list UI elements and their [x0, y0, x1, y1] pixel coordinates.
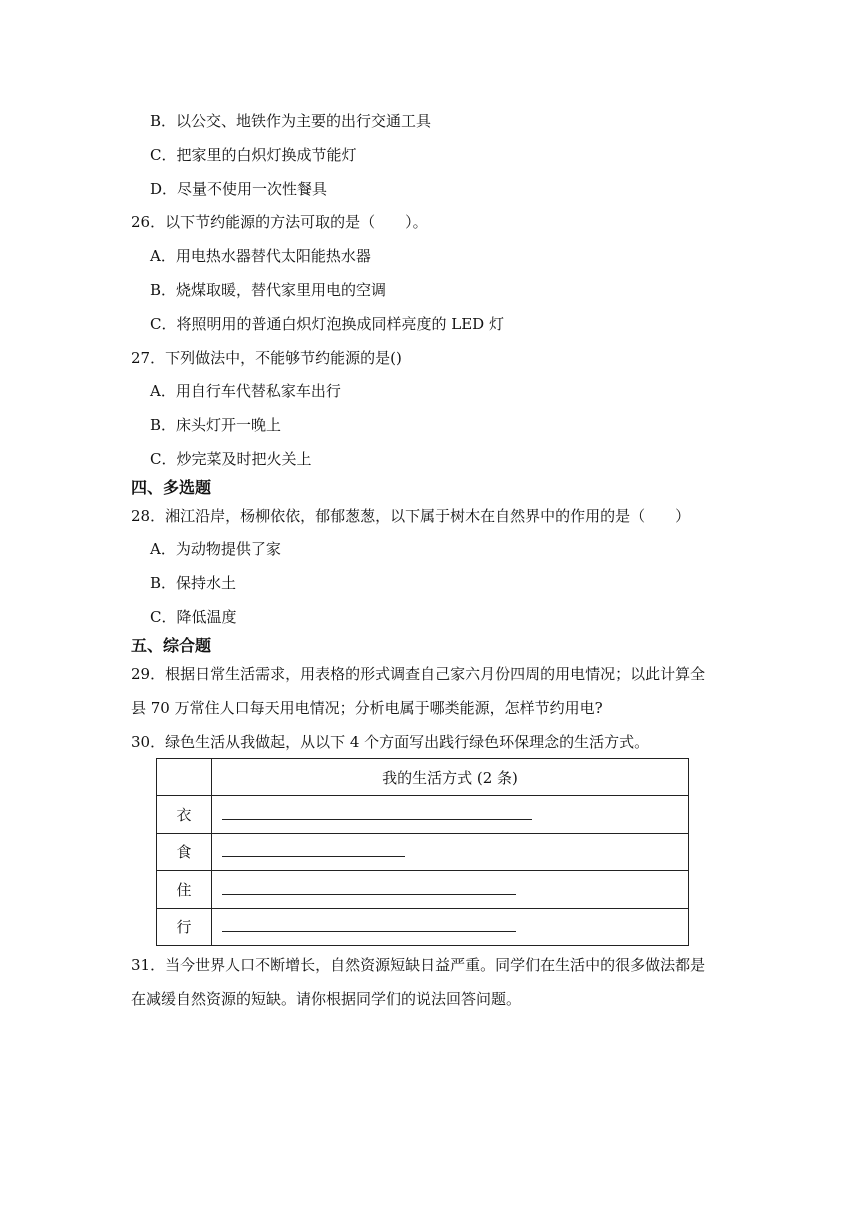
- answer-blank-line[interactable]: [222, 931, 516, 932]
- table-header-cell: 我的生活方式 (2 条): [212, 759, 689, 796]
- q28-option-a: A．为动物提供了家: [150, 540, 281, 558]
- q25-option-d: D．尽量不使用一次性餐具: [150, 180, 328, 198]
- q29-line-2: 县 70 万常住人口每天用电情况；分析电属于哪类能源，怎样节约用电?: [131, 699, 603, 717]
- section-heading-comprehensive: 五、综合题: [131, 636, 212, 655]
- table-header-row: [157, 759, 689, 796]
- table-row: [157, 833, 689, 870]
- q31-line-1: 31．当今世界人口不断增长，自然资源短缺日益严重。同学们在生活中的很多做法都是: [131, 956, 706, 974]
- q28-option-b: B．保持水土: [150, 574, 237, 592]
- table-corner-cell: [157, 759, 212, 796]
- table-row: [157, 796, 689, 833]
- q29-line-1: 29．根据日常生活需求，用表格的形式调查自己家六月份四周的用电情况；以此计算全: [131, 665, 706, 683]
- answer-cell[interactable]: [212, 833, 689, 870]
- q27-stem: 27．下列做法中，不能够节约能源的是(): [131, 349, 402, 367]
- q27-option-a: A．用自行车代替私家车出行: [150, 382, 341, 400]
- q26-option-b: B．烧煤取暖，替代家里用电的空调: [150, 281, 387, 299]
- row-label-food: 食: [157, 833, 212, 870]
- answer-cell[interactable]: [212, 908, 689, 945]
- q30-stem: 30．绿色生活从我做起，从以下 4 个方面写出践行绿色环保理念的生活方式。: [131, 733, 650, 751]
- q27-option-c: C．炒完菜及时把火关上: [150, 450, 312, 468]
- q27-option-b: B．床头灯开一晚上: [150, 416, 282, 434]
- q25-option-b: B．以公交、地铁作为主要的出行交通工具: [150, 112, 432, 130]
- row-label-travel: 行: [157, 908, 212, 945]
- q25-option-c: C．把家里的白炽灯换成节能灯: [150, 146, 357, 164]
- row-label-housing: 住: [157, 871, 212, 908]
- lifestyle-table: [156, 758, 689, 946]
- q26-stem: 26．以下节约能源的方法可取的是（ ）。: [131, 213, 428, 231]
- answer-cell[interactable]: [212, 871, 689, 908]
- table-row: [157, 871, 689, 908]
- answer-cell[interactable]: [212, 796, 689, 833]
- table-row: [157, 908, 689, 945]
- q26-option-a: A．用电热水器替代太阳能热水器: [150, 247, 371, 265]
- q26-option-c: C．将照明用的普通白炽灯泡换成同样亮度的 LED 灯: [150, 315, 504, 333]
- q31-line-2: 在减缓自然资源的短缺。请你根据同学们的说法回答问题。: [131, 990, 522, 1008]
- answer-blank-line[interactable]: [222, 819, 532, 820]
- q28-stem: 28．湘江沿岸，杨柳依依，郁郁葱葱，以下属于树木在自然界中的作用的是（ ）: [131, 507, 691, 525]
- answer-blank-line[interactable]: [222, 856, 405, 857]
- section-heading-multiple-choice: 四、多选题: [131, 478, 212, 497]
- row-label-clothing: 衣: [157, 796, 212, 833]
- q28-option-c: C．降低温度: [150, 608, 237, 626]
- answer-blank-line[interactable]: [222, 894, 516, 895]
